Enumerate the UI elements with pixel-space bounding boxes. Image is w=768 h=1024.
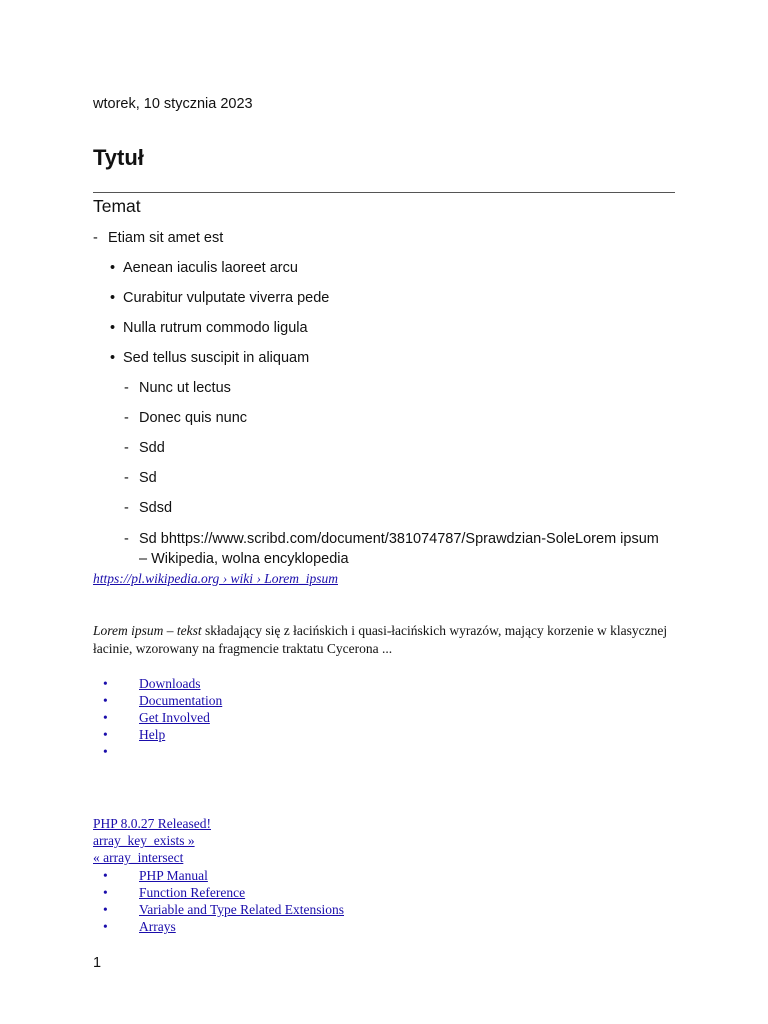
variable-type-extensions-link[interactable]: Variable and Type Related Extensions	[139, 902, 344, 917]
dash-marker: -	[124, 380, 129, 396]
document-date: wtorek, 10 stycznia 2023	[93, 96, 253, 112]
lorem-emphasis: Lorem ipsum – tekst	[93, 623, 202, 638]
bullet-text: Sed tellus suscipit in aliquam	[123, 350, 310, 366]
bullet-marker: •	[103, 727, 108, 742]
bullet-list-item	[108, 350, 309, 366]
list-item	[103, 692, 222, 709]
dash-list-item	[93, 230, 223, 246]
bullet-marker: •	[103, 710, 108, 725]
bullet-marker: •	[103, 693, 108, 708]
bullet-marker: •	[103, 868, 108, 883]
get-involved-link[interactable]: Get Involved	[139, 710, 210, 725]
sub-item-text: Nunc ut lectus	[139, 380, 231, 396]
bullet-marker: •	[103, 919, 108, 934]
bullet-marker: •	[103, 676, 108, 691]
php-release-link[interactable]: PHP 8.0.27 Released!	[93, 816, 211, 831]
bullet-list-item	[108, 260, 298, 276]
document-title: Tytuł	[93, 145, 144, 170]
bullet-marker: •	[110, 260, 116, 276]
section-heading: Temat	[93, 196, 141, 216]
sub-list-item	[124, 410, 247, 426]
bullet-marker: •	[103, 885, 108, 900]
bullet-marker: •	[103, 902, 108, 917]
sub-list-item	[124, 440, 165, 456]
title-divider	[93, 192, 675, 193]
bullet-marker: •	[110, 320, 116, 336]
bullet-marker: •	[110, 350, 116, 366]
sub-item-text: Sd bhttps://www.scribd.com/document/381074787/Sprawdzian-SoleLorem ipsum – Wikipedia, wolna encyklopedia	[139, 531, 659, 567]
arrays-link[interactable]: Arrays	[139, 919, 176, 934]
list-item	[103, 743, 222, 760]
sub-list-item	[124, 380, 231, 396]
dash-marker: -	[124, 470, 129, 486]
dash-marker: -	[124, 440, 129, 456]
list-item	[103, 901, 344, 918]
dash-marker: -	[124, 500, 129, 516]
list-item	[103, 918, 344, 935]
page-number: 1	[93, 955, 102, 971]
lorem-text: składający się z łacińskich i quasi-łacińskich wyrazów, mający korzenie w klasycznej łacinie, wzorowany na fragmencie traktatu Cycerona ...	[93, 623, 668, 656]
sub-list-item	[124, 470, 157, 486]
dash-marker: -	[124, 531, 129, 547]
sub-item-text: Sdsd	[139, 500, 173, 516]
bullet-text: Curabitur vulputate viverra pede	[123, 290, 330, 306]
nav-link-list	[103, 675, 222, 760]
sub-list-item	[124, 529, 664, 569]
dash-marker: -	[93, 230, 98, 246]
help-link[interactable]: Help	[139, 727, 166, 742]
php-manual-link[interactable]: PHP Manual	[139, 868, 208, 883]
previous-page-link[interactable]: « array_intersect	[93, 850, 184, 865]
bullet-marker: •	[103, 744, 108, 759]
list-item	[103, 867, 344, 884]
next-page-link[interactable]: array_key_exists »	[93, 833, 195, 848]
bullet-text: Aenean iaculis laoreet arcu	[123, 260, 298, 276]
downloads-link[interactable]: Downloads	[139, 676, 201, 691]
bullet-list-item	[108, 290, 329, 306]
documentation-link[interactable]: Documentation	[139, 693, 223, 708]
list-item	[103, 726, 222, 743]
bullet-text: Nulla rutrum commodo ligula	[123, 320, 308, 336]
sub-list-item	[124, 500, 172, 516]
dash-marker: -	[124, 410, 129, 426]
lorem-description	[93, 622, 683, 658]
sub-item-text: Sdd	[139, 440, 165, 456]
sub-item-text: Donec quis nunc	[139, 410, 248, 426]
list-item	[103, 709, 222, 726]
function-reference-link[interactable]: Function Reference	[139, 885, 246, 900]
sub-item-text: Sd	[139, 470, 157, 486]
list-item	[103, 675, 222, 692]
list-item	[103, 884, 344, 901]
bullet-marker: •	[110, 290, 116, 306]
wikipedia-url-link[interactable]: https://pl.wikipedia.org › wiki › Lorem_ipsum	[93, 571, 338, 586]
dash-list-item-text: Etiam sit amet est	[108, 230, 224, 246]
breadcrumb-link-list	[103, 867, 344, 935]
bullet-list-item	[108, 320, 308, 336]
